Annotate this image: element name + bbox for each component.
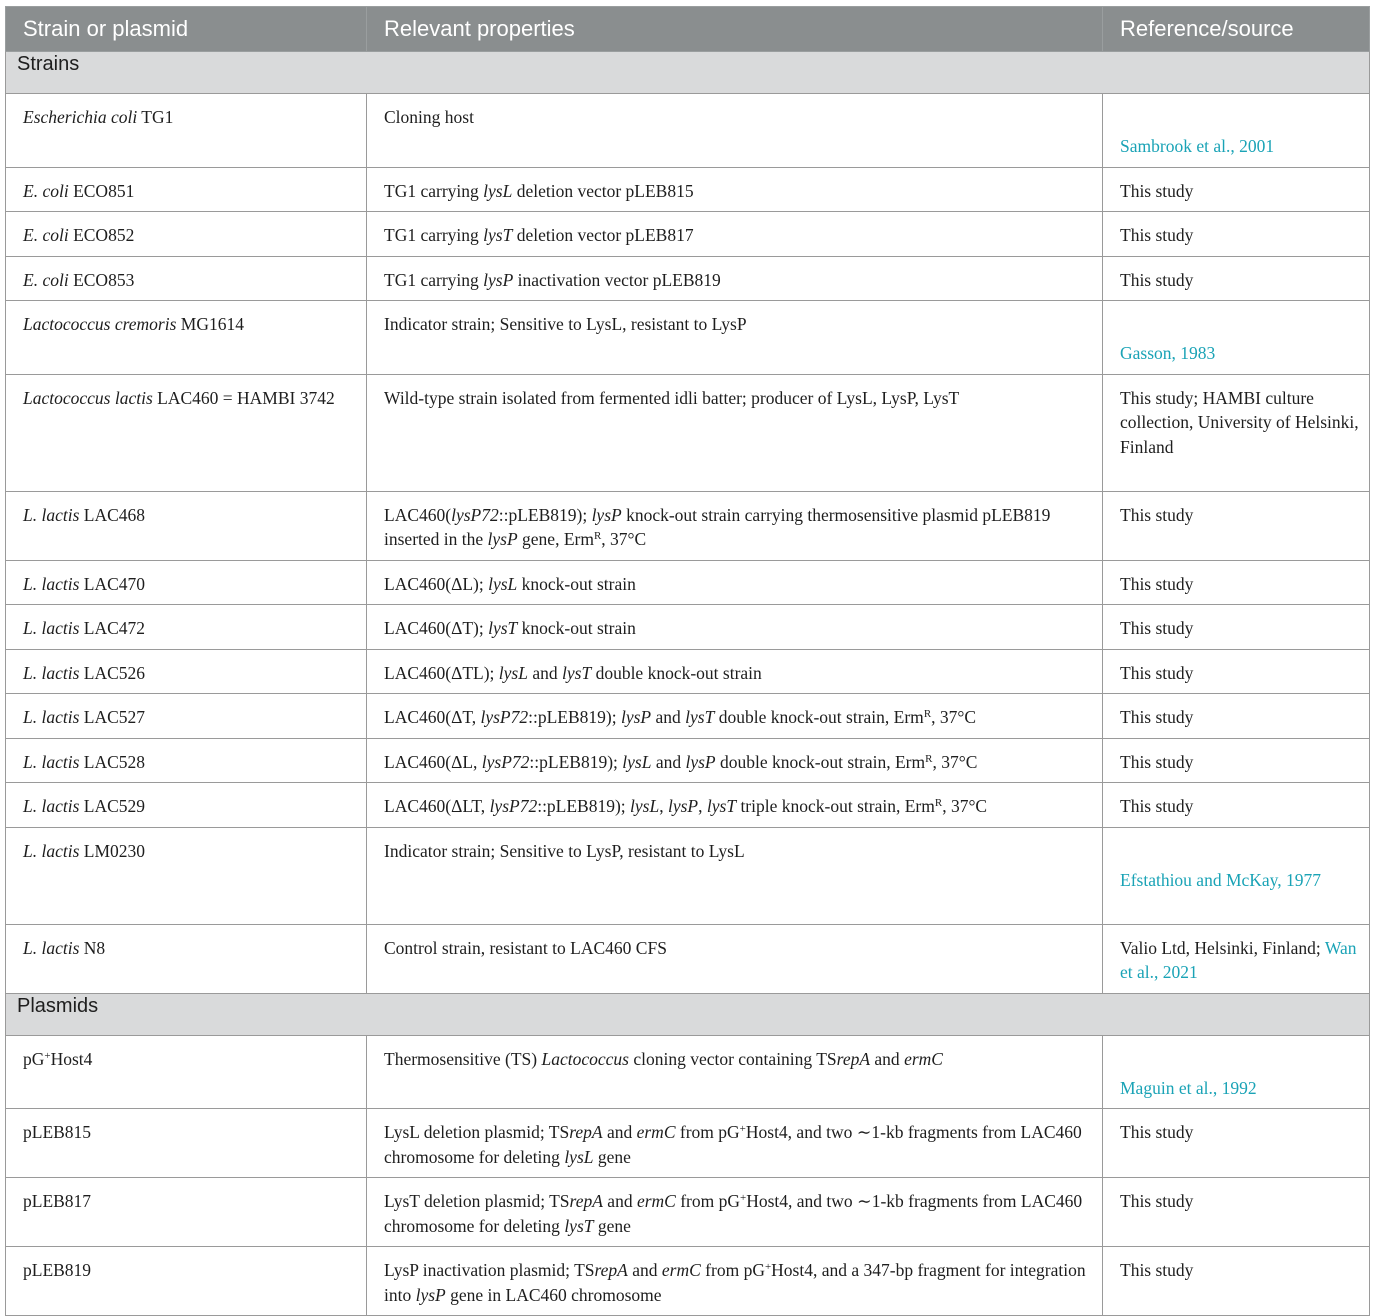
reference-cell: This study: [1103, 167, 1370, 212]
strain-cell: Escherichia coli TG1: [6, 94, 367, 168]
reference-text: Valio Ltd, Helsinki, Finland;: [1120, 937, 1321, 958]
reference-cell: This study: [1103, 649, 1370, 694]
reference-cell: [1103, 924, 1370, 993]
section-label: Plasmids: [6, 993, 1370, 1035]
table-row: [6, 649, 1370, 694]
reference-cell: This study: [1103, 491, 1370, 560]
strain-cell: pLEB817: [6, 1178, 367, 1247]
strains-plasmids-table: [5, 6, 1370, 1316]
reference-cell: [1103, 94, 1370, 168]
properties-cell: Thermosensitive (TS) Lactococcus cloning vector containing TSrepA and ermC: [367, 1035, 1103, 1109]
section-plasmids: [6, 993, 1370, 1035]
reference-cell: This study: [1103, 560, 1370, 605]
section-strains: [6, 52, 1370, 94]
strain-cell: L. lactis LAC528: [6, 738, 367, 783]
strain-cell: pG+Host4: [6, 1035, 367, 1109]
properties-cell: LAC460(ΔT); lysT knock-out strain: [367, 605, 1103, 650]
strain-cell: L. lactis LAC468: [6, 491, 367, 560]
table-row: [6, 827, 1370, 924]
table-row: [6, 167, 1370, 212]
table-row: [6, 491, 1370, 560]
strain-cell: L. lactis LAC470: [6, 560, 367, 605]
properties-cell: LAC460(ΔTL); lysL and lysT double knock-out strain: [367, 649, 1103, 694]
table-row: [6, 783, 1370, 828]
properties-cell: LysL deletion plasmid; TSrepA and ermC from pG+Host4, and two ∼1-kb fragments from LAC460 chromosome for deleting lysL gene: [367, 1109, 1103, 1178]
strain-cell: E. coli ECO853: [6, 256, 367, 301]
properties-cell: LAC460(ΔT, lysP72::pLEB819); lysP and lysT double knock-out strain, Erm$^R$, 37°C: [367, 694, 1103, 739]
strain-cell: Lactococcus cremoris MG1614: [6, 301, 367, 375]
table-row: [6, 694, 1370, 739]
reference-cell: This study: [1103, 256, 1370, 301]
reference-cell: This study: [1103, 1247, 1370, 1316]
properties-cell: Cloning host: [367, 94, 1103, 168]
table-row: [6, 1109, 1370, 1178]
strain-cell: L. lactis LAC526: [6, 649, 367, 694]
strain-cell: pLEB815: [6, 1109, 367, 1178]
reference-cell: [1103, 1035, 1370, 1109]
header-properties: Relevant properties: [367, 7, 1103, 52]
properties-cell: LysT deletion plasmid; TSrepA and ermC from pG+Host4, and two ∼1-kb fragments from LAC460 chromosome for deleting lysT gene: [367, 1178, 1103, 1247]
reference-cell: This study: [1103, 605, 1370, 650]
strain-cell: L. lactis LAC527: [6, 694, 367, 739]
header-reference: Reference/source: [1103, 7, 1370, 52]
table-row: [6, 738, 1370, 783]
table-row: [6, 1247, 1370, 1316]
table-row: [6, 560, 1370, 605]
properties-cell: Indicator strain; Sensitive to LysP, resistant to LysL: [367, 827, 1103, 924]
reference-cell: This study; HAMBI culture collection, University of Helsinki, Finland: [1103, 374, 1370, 491]
table-row: [6, 924, 1370, 993]
section-label: Strains: [6, 52, 1370, 94]
reference-cell: This study: [1103, 738, 1370, 783]
reference-cell: This study: [1103, 783, 1370, 828]
properties-cell: LAC460(ΔL); lysL knock-out strain: [367, 560, 1103, 605]
table-row: [6, 605, 1370, 650]
reference-cell: This study: [1103, 694, 1370, 739]
header-row: [6, 7, 1370, 52]
strain-cell: E. coli ECO852: [6, 212, 367, 257]
properties-cell: TG1 carrying lysT deletion vector pLEB817: [367, 212, 1103, 257]
strain-cell: E. coli ECO851: [6, 167, 367, 212]
table-row: [6, 1035, 1370, 1109]
header-strain: Strain or plasmid: [6, 7, 367, 52]
reference-cell: This study: [1103, 1109, 1370, 1178]
properties-cell: TG1 carrying lysP inactivation vector pLEB819: [367, 256, 1103, 301]
properties-cell: LysP inactivation plasmid; TSrepA and ermC from pG+Host4, and a 347-bp fragment for integration into lysP gene in LAC460 chromosome: [367, 1247, 1103, 1316]
table-row: [6, 256, 1370, 301]
reference-cell: This study: [1103, 212, 1370, 257]
strain-cell: pLEB819: [6, 1247, 367, 1316]
reference-cell: [1103, 827, 1370, 924]
strain-cell: L. lactis N8: [6, 924, 367, 993]
strain-cell: L. lactis LAC529: [6, 783, 367, 828]
reference-link[interactable]: Efstathiou and McKay, 1977: [1120, 869, 1322, 890]
reference-link[interactable]: Sambrook et al., 2001: [1120, 136, 1275, 156]
table-row: [6, 374, 1370, 491]
properties-cell: LAC460(ΔL, lysP72::pLEB819); lysL and lysP double knock-out strain, Erm$^R$, 37°C: [367, 738, 1103, 783]
properties-cell: Wild-type strain isolated from fermented idli batter; producer of LysL, LysP, LysT: [367, 374, 1103, 491]
properties-cell: LAC460(ΔLT, lysP72::pLEB819); lysL, lysP, lysT triple knock-out strain, Erm$^R$, 37°C: [367, 783, 1103, 828]
properties-cell: Control strain, resistant to LAC460 CFS: [367, 924, 1103, 993]
strain-cell: L. lactis LM0230: [6, 827, 367, 924]
table-row: [6, 1178, 1370, 1247]
reference-link[interactable]: Maguin et al., 1992: [1120, 1077, 1257, 1098]
properties-cell: Indicator strain; Sensitive to LysL, resistant to LysP: [367, 301, 1103, 375]
reference-link[interactable]: Wan et al., 2021: [1120, 937, 1357, 982]
strain-cell: Lactococcus lactis LAC460 = HAMBI 3742: [6, 374, 367, 491]
table-row: [6, 212, 1370, 257]
reference-link[interactable]: Gasson, 1983: [1120, 343, 1216, 363]
table-row: [6, 301, 1370, 375]
reference-cell: This study: [1103, 1178, 1370, 1247]
properties-cell: LAC460(lysP72::pLEB819); lysP knock-out strain carrying thermosensitive plasmid pLEB819 inserted in the lysP gene, Erm$^R$, 37°C: [367, 491, 1103, 560]
strain-cell: L. lactis LAC472: [6, 605, 367, 650]
properties-cell: TG1 carrying lysL deletion vector pLEB815: [367, 167, 1103, 212]
table-row: [6, 94, 1370, 168]
reference-cell: [1103, 301, 1370, 375]
